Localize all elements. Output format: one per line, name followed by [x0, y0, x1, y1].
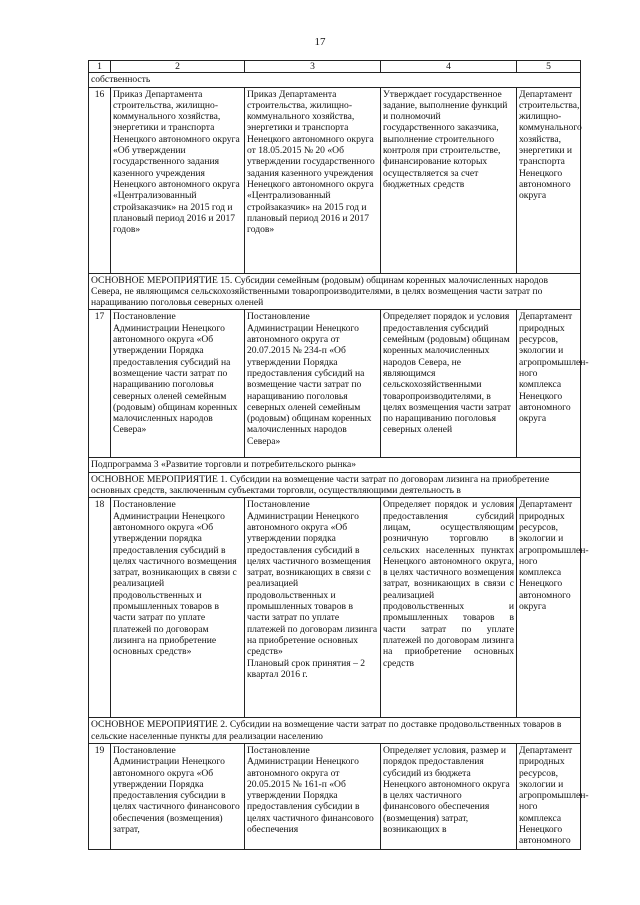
purpose-cell: Определяет порядок и условия предоставления субсидий семейным (родовым) общинам коренных малочисленных народов Севера, не являющимся сельскохозяйственными товаропроизводителями, в целях возмещения части затрат по наращиванию поголовья северных оленей [381, 310, 517, 458]
responsible-cell: Департамент строительства, жилищно-коммунального хозяйства, энергетики и транспорта Ненецкого автономного округа [517, 87, 581, 273]
column-header: 3 [245, 61, 381, 73]
regulations-table [88, 60, 589, 850]
document-cell: Постановление Администрации Ненецкого автономного округа «Об утверждении Порядка предоставления субсидии в целях частичного финансового обеспечения (возмещения) затрат, [111, 743, 245, 849]
act-cell: Постановление Администрации Ненецкого автономного округа от 20.05.2015 № 161-п «Об утверждении Порядка предоставления субсидии в целях частичного финансового обеспечения [245, 743, 381, 849]
section-cell: ОСНОВНОЕ МЕРОПРИЯТИЕ 15. Субсидии семейным (родовым) общинам коренных малочисленных народов Севера, не являющимся сельскохозяйственными товаропроизводителями, в целях возмещения части затрат по наращиванию поголовья северных оленей [89, 273, 581, 310]
act-text: Постановление Администрации Ненецкого автономного округа «Об утверждении порядка предоставления субсидий в целях частичного возмещения затрат, возникающих в связи с реализацией продовольственных и промышленных товаров в части затрат по уплате платежей по договорам лизинга на приобретение основных средств» [247, 499, 378, 658]
page-number: 17 [314, 36, 326, 48]
column-header: 1 [89, 61, 111, 73]
act-cell: Постановление Администрации Ненецкого автономного округа от 20.07.2015 № 234-п «Об утверждении Порядка предоставления субсидий на возмещение части затрат по наращиванию поголовья северных оленей семейным (родовым) общинам коренных малочисленных народов Севера» [245, 310, 381, 458]
table-row [89, 73, 581, 87]
responsible-cell: Департамент природных ресурсов, экологии и агропромышлен-ного комплекса Ненецкого автономного округа [517, 310, 581, 458]
responsible-cell: Департамент природных ресурсов, экологии и агропромышлен-ного комплекса Ненецкого автономного округа [517, 498, 581, 718]
column-header: 4 [381, 61, 517, 73]
purpose-cell: Определяет условия, размер и порядок предоставления субсидий из бюджета Ненецкого автономного округа в целях частичного финансового обеспечения (возмещения) затрат, возникающих в [381, 743, 517, 849]
row-number-cell: 19 [89, 743, 111, 849]
table-row [89, 743, 581, 849]
table-header-row [89, 61, 581, 73]
row-number-cell: 16 [89, 87, 111, 273]
responsible-cell: Департамент природных ресурсов, экологии и агропромышлен-ного комплекса Ненецкого автономного [517, 743, 581, 849]
section-cell: собственность [89, 73, 581, 87]
row-number-cell: 18 [89, 498, 111, 718]
table-row [89, 718, 581, 744]
column-header: 5 [517, 61, 581, 73]
table-row [89, 87, 581, 273]
column-header: 2 [111, 61, 245, 73]
document-cell: Постановление Администрации Ненецкого автономного округа «Об утверждении Порядка предоставления субсидий на возмещение части затрат по наращиванию поголовья северных оленей семейным (родовым) общинам коренных малочисленных народов Севера» [111, 310, 245, 458]
section-cell: ОСНОВНОЕ МЕРОПРИЯТИЕ 2. Субсидии на возмещение части затрат по доставке продовольственных товаров в сельские населенные пункты для реализации населению [89, 718, 581, 744]
row-number-cell: 17 [89, 310, 111, 458]
purpose-cell: Определяет порядок и условия предоставления субсидий лицам, осуществляющим розничную торговлю в сельских населенных пунктах Ненецкого автономного округа, в целях частичного возмещения затрат, возникающих в связи с реализацией продовольственных и промышленных товаров в части затрат по уплате платежей по договорам лизинга на приобретение основных средств [381, 498, 517, 718]
table-row [89, 458, 581, 472]
document-cell: Приказ Департамента строительства, жилищно-коммунального хозяйства, энергетики и транспорта Ненецкого автономного округа «Об утверждении государственного задания казенного учреждения Ненецкого автономного округа «Централизованный стройзаказчик» на 2015 год и плановый период 2016 и 2017 годов» [111, 87, 245, 273]
act-cell [245, 498, 381, 718]
section-cell: ОСНОВНОЕ МЕРОПРИЯТИЕ 1. Субсидии на возмещение части затрат по договорам лизинга на приобретение основных средств, заключенным субъектами торговли, осуществляющими деятельность в [89, 472, 581, 498]
section-cell: Подпрограмма 3 «Развитие торговли и потребительского рынка» [89, 458, 581, 472]
document-cell: Постановление Администрации Ненецкого автономного округа «Об утверждении порядка предоставления субсидий в целях частичного возмещения затрат, возникающих в связи с реализацией продовольственных и промышленных товаров в части затрат по уплате платежей по договорам лизинга на приобретение основных средств» [111, 498, 245, 718]
table-row [89, 498, 581, 718]
act-cell: Приказ Департамента строительства, жилищно-коммунального хозяйства, энергетики и транспорта Ненецкого автономного округа от 18.05.2015 № 20 «Об утверждении государственного задания казенного учреждения Ненецкого автономного округа «Централизованный стройзаказчик» на 2015 год и плановый период 2016 и 2017 годов» [245, 87, 381, 273]
purpose-cell: Утверждает государственное задание, выполнение функций и полномочий государственного заказчика, выполнение строительного контроля при строительстве, финансирование которых осуществляется за счет бюджетных средств [381, 87, 517, 273]
table-row [89, 310, 581, 458]
planned-date: Плановый срок принятия – 2 квартал 2016 г. [247, 657, 366, 680]
table-row [89, 472, 581, 498]
table-row [89, 273, 581, 310]
